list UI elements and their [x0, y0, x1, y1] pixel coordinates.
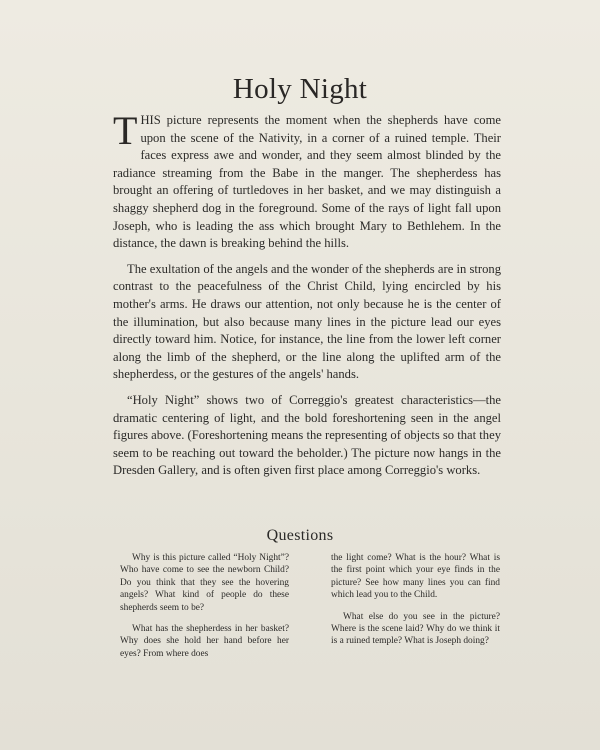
- question-paragraph: What has the shepherdess in her basket? Why does she hold her hand before her eyes? From where does: [120, 624, 289, 659]
- questions-right-column: [331, 552, 500, 669]
- page-title: Holy Night: [232, 73, 368, 105]
- questions-left-column: [120, 552, 289, 669]
- paragraph-3: “Holy Night” shows two of Correggio's greatest characteristics—the dramatic centering of light, and the bold foreshortening seen in the angel figures above. (Foreshortening means the representing of objects so that they seem to be reaching out toward the beholder.) The picture now hangs in the Dresden Gallery, and is often given first place among Correggio's works.: [113, 392, 501, 478]
- drop-cap: T: [113, 108, 138, 153]
- questions-heading: Questions: [266, 527, 334, 544]
- paragraph-1-text: HIS picture represents the moment when the shepherds have come upon the scene of the Nativity, in a corner of a ruined temple. Their faces express awe and wonder, and they seem almost blinded by the radiance streaming from the Babe in the manger. The shepherdess has brought an offering of turtledoves in her basket, and we may distinguish a shaggy shepherd dog in the foreground. Some of the rays of light fall upon Joseph, who is leading the ass which brought Mary to Bethlehem. In the distance, the dawn is breaking behind the hills.: [113, 113, 501, 251]
- paragraph-2: The exultation of the angels and the wonder of the shepherds are in strong contrast to the peacefulness of the Christ Child, lying encircled by his mother's arms. He draws our attention, not only because he is the center of the illumination, but also because many lines in the picture lead our eyes directly toward him. Notice, for instance, the line from the lower left corner along the limb of the shepherd, or the line along the uplifted arm of the shepherdess, or the gestures of the angels' hands.: [113, 261, 501, 382]
- paragraph-1: [113, 108, 501, 253]
- question-paragraph: Why is this picture called “Holy Night”? Who have come to see the newborn Child? Do you think that they see the hovering angels? What kind of people do these shepherds seem to be?: [120, 553, 289, 613]
- question-paragraph: What else do you see in the picture? Where is the scene laid? Why do we think it is a ruined temple? What is Joseph doing?: [331, 611, 500, 647]
- question-paragraph: the light come? What is the hour? What is the first point which your eye finds in the picture? See how many lines you can find which lead you to the Child.: [331, 553, 500, 601]
- article-body: [113, 108, 501, 488]
- questions-columns: [120, 552, 500, 669]
